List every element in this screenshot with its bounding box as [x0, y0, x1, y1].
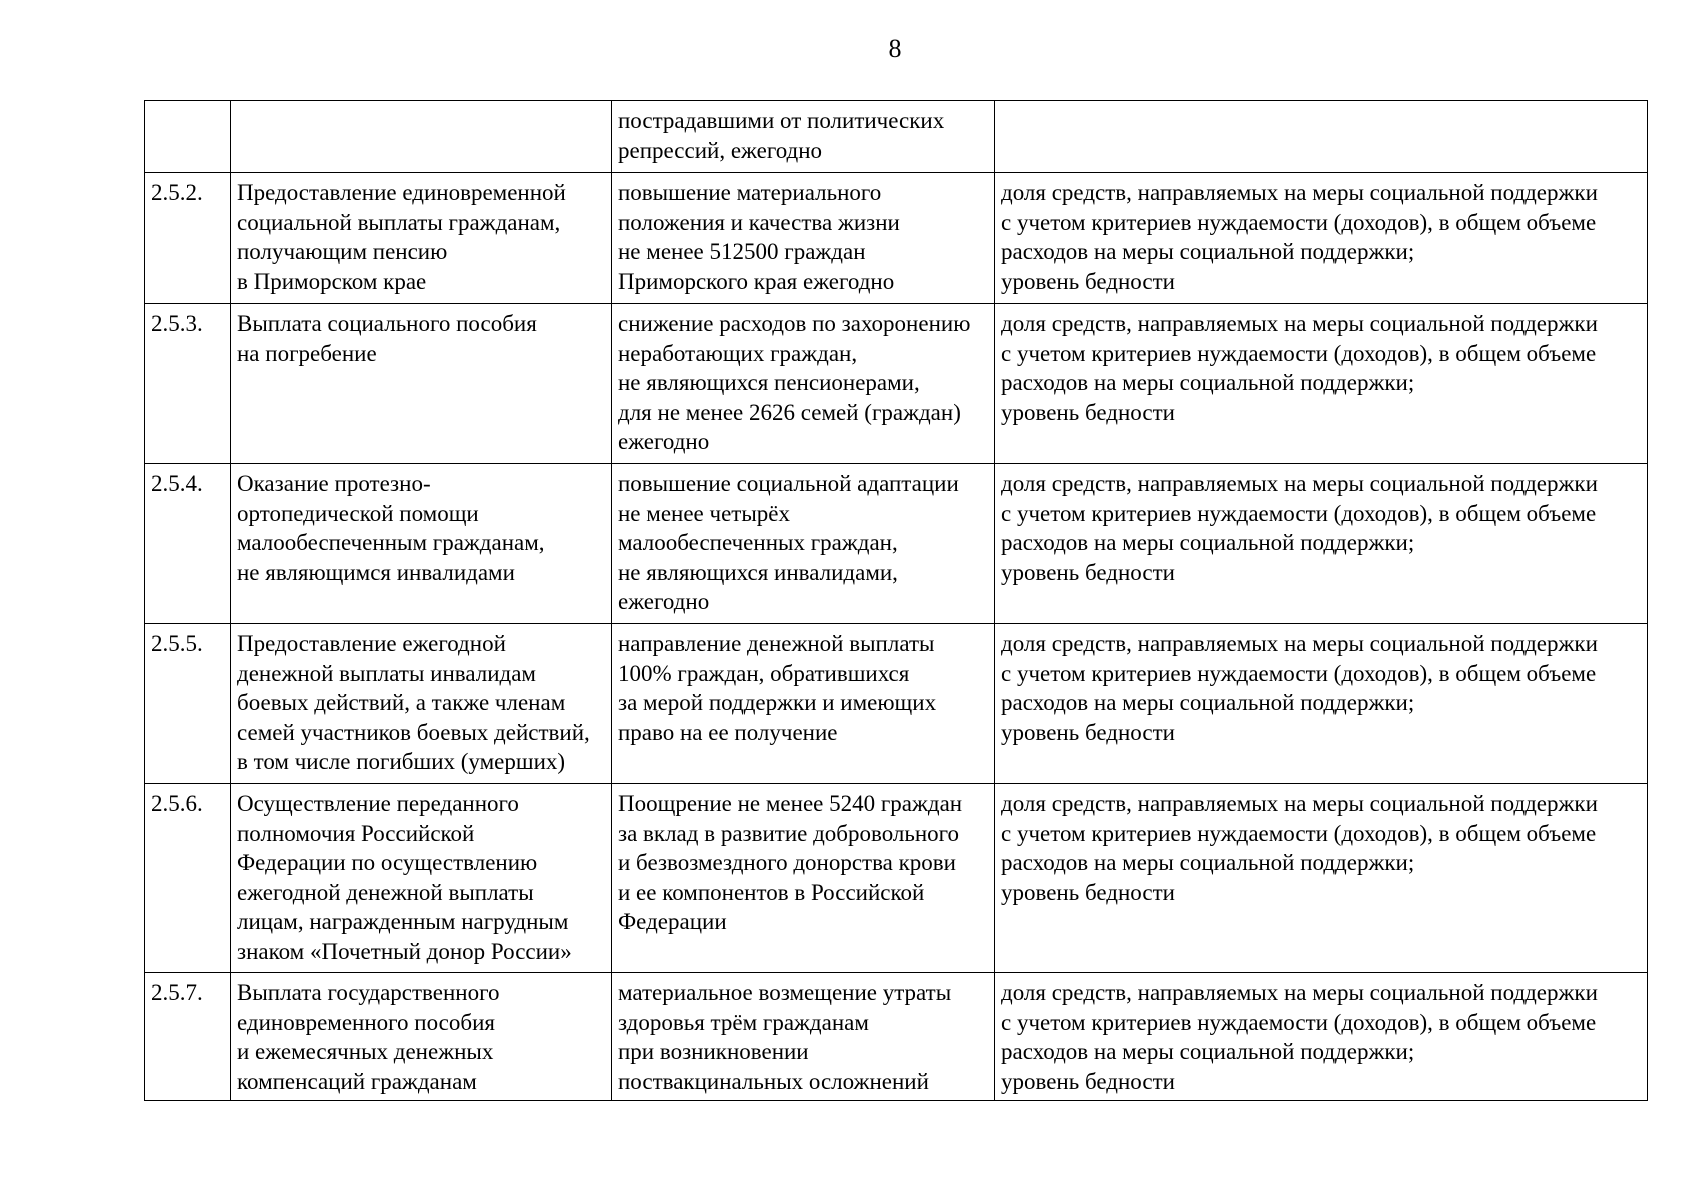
activity-cell	[231, 464, 612, 624]
cell-text-line: ортопедической помощи	[237, 500, 479, 526]
cell-text-line: 2.5.4.	[151, 471, 203, 496]
cell-text-line: направление денежной выплаты	[618, 631, 935, 656]
cell-text-line: доля средств, направляемых на меры социальной поддержки	[1001, 980, 1598, 1005]
activity-cell	[231, 101, 612, 173]
row-number-cell	[145, 624, 231, 784]
cell-text-line: не являющимся инвалидами	[237, 559, 515, 585]
row-number-cell	[145, 101, 231, 173]
cell-text-line: расходов на меры социальной поддержки;	[1001, 530, 1415, 555]
cell-text-line: Оказание протезно-	[237, 471, 431, 496]
cell-text-line: малообеспеченным гражданам,	[237, 530, 545, 555]
cell-text-line: 2.5.2.	[151, 180, 203, 205]
cell-text-line: с учетом критериев нуждаемости (доходов), в общем объеме	[1001, 340, 1597, 366]
cell-text-line: репрессий, ежегодно	[618, 137, 823, 163]
cell-text-line: 2.5.3.	[151, 311, 203, 336]
cell-text-line: не являющихся инвалидами,	[618, 559, 898, 585]
cell-text-line: Приморского края ежегодно	[618, 268, 895, 294]
row-number-cell	[145, 784, 231, 973]
indicator-cell	[995, 464, 1648, 624]
cell-text-line: материальное возмещение утраты	[618, 980, 952, 1005]
cell-text-line: Федерации по осуществлению	[237, 850, 538, 875]
cell-text-line: малообеспеченных граждан,	[618, 530, 898, 555]
cell-text-line: расходов на меры социальной поддержки;	[1001, 1039, 1415, 1064]
cell-text-line: не менее четырёх	[618, 500, 790, 526]
table-row	[145, 784, 1648, 973]
cell-text-line: полномочия Российской	[237, 820, 475, 846]
page-number: 8	[888, 34, 902, 63]
cell-text-line: снижение расходов по захоронению	[618, 311, 971, 336]
cell-text-line: ежегодно	[618, 589, 710, 614]
result-cell	[612, 464, 995, 624]
cell-text-line: повышение социальной адаптации	[618, 471, 959, 496]
cell-text-line: в Приморском крае	[237, 268, 427, 294]
measures-table	[144, 100, 1648, 1101]
table-row	[145, 101, 1648, 173]
cell-text-line: уровень бедности	[1001, 559, 1175, 585]
cell-text-line: не менее 512500 граждан	[618, 239, 866, 264]
cell-text-line: доля средств, направляемых на меры социальной поддержки	[1001, 180, 1598, 205]
table-row	[145, 973, 1648, 1101]
cell-text-line: поствакцинальных осложнений	[618, 1068, 929, 1094]
activity-cell	[231, 973, 612, 1101]
cell-text-line: и ее компонентов в Российской	[618, 879, 925, 905]
cell-text-line: расходов на меры социальной поддержки;	[1001, 370, 1415, 395]
cell-text-line: на погребение	[237, 340, 377, 366]
indicator-cell	[995, 101, 1648, 173]
table-body	[145, 101, 1648, 1101]
cell-text-line: Поощрение не менее 5240 граждан	[618, 791, 963, 816]
cell-text-line: расходов на меры социальной поддержки;	[1001, 850, 1415, 875]
cell-text-line: неработающих граждан,	[618, 340, 858, 366]
cell-text-line: и безвозмездного донорства крови	[618, 850, 956, 875]
cell-text-line: здоровья трём гражданам	[618, 1009, 869, 1035]
cell-text-line: для не менее 2626 семей (граждан)	[618, 399, 961, 425]
cell-text-line: с учетом критериев нуждаемости (доходов), в общем объеме	[1001, 500, 1597, 526]
cell-text-line: знаком «Почетный донор России»	[237, 938, 572, 964]
cell-text-line: пострадавшими от политических	[618, 108, 945, 133]
cell-text-line: не являющихся пенсионерами,	[618, 370, 920, 395]
cell-text-line: право на ее получение	[618, 719, 838, 745]
cell-text-line: за мерой поддержки и имеющих	[618, 690, 937, 715]
cell-text-line: семей участников боевых действий,	[237, 719, 590, 745]
indicator-cell	[995, 973, 1648, 1101]
cell-text-line: уровень бедности	[1001, 268, 1175, 294]
table-row	[145, 624, 1648, 784]
cell-text-line: получающим пенсию	[237, 239, 448, 264]
cell-text-line: 2.5.7.	[151, 980, 203, 1005]
cell-text-line: доля средств, направляемых на меры социальной поддержки	[1001, 311, 1598, 336]
cell-text-line: и ежемесячных денежных	[237, 1039, 494, 1064]
table-row	[145, 173, 1648, 304]
result-cell	[612, 784, 995, 973]
indicator-cell	[995, 304, 1648, 464]
row-number-cell	[145, 173, 231, 304]
cell-text-line: доля средств, направляемых на меры социальной поддержки	[1001, 791, 1598, 816]
row-number-cell	[145, 464, 231, 624]
cell-text-line: денежной выплаты инвалидам	[237, 660, 536, 686]
cell-text-line: боевых действий, а также членам	[237, 690, 566, 715]
cell-text-line: социальной выплаты гражданам,	[237, 209, 561, 235]
cell-text-line: 100% граждан, обратившихся	[618, 660, 910, 686]
cell-text-line: положения и качества жизни	[618, 209, 900, 235]
cell-text-line: с учетом критериев нуждаемости (доходов), в общем объеме	[1001, 1009, 1597, 1035]
result-cell	[612, 101, 995, 173]
activity-cell	[231, 624, 612, 784]
cell-text-line: Выплата социального пособия	[237, 311, 537, 336]
cell-text-line: единовременного пособия	[237, 1009, 495, 1035]
indicator-cell	[995, 173, 1648, 304]
cell-text-line: уровень бедности	[1001, 1068, 1175, 1094]
cell-text-line: расходов на меры социальной поддержки;	[1001, 690, 1415, 715]
cell-text-line: Предоставление единовременной	[237, 180, 566, 205]
cell-text-line: Осуществление переданного	[237, 791, 519, 816]
cell-text-line: Выплата государственного	[237, 980, 500, 1005]
table-row	[145, 304, 1648, 464]
result-cell	[612, 624, 995, 784]
result-cell	[612, 173, 995, 304]
activity-cell	[231, 784, 612, 973]
cell-text-line: 2.5.6.	[151, 791, 203, 816]
result-cell	[612, 304, 995, 464]
cell-text-line: с учетом критериев нуждаемости (доходов), в общем объеме	[1001, 660, 1597, 686]
indicator-cell	[995, 624, 1648, 784]
cell-text-line: повышение материального	[618, 180, 882, 205]
cell-text-line: с учетом критериев нуждаемости (доходов), в общем объеме	[1001, 820, 1597, 846]
cell-text-line: ежегодной денежной выплаты	[237, 879, 534, 905]
cell-text-line: ежегодно	[618, 429, 710, 454]
cell-text-line: расходов на меры социальной поддержки;	[1001, 239, 1415, 264]
cell-text-line: доля средств, направляемых на меры социальной поддержки	[1001, 631, 1598, 656]
cell-text-line: Федерации	[618, 909, 727, 934]
cell-text-line: лицам, награжденным нагрудным	[237, 909, 569, 934]
cell-text-line: с учетом критериев нуждаемости (доходов), в общем объеме	[1001, 209, 1597, 235]
activity-cell	[231, 173, 612, 304]
row-number-cell	[145, 304, 231, 464]
table-row	[145, 464, 1648, 624]
cell-text-line: компенсаций гражданам	[237, 1068, 477, 1094]
cell-text-line: доля средств, направляемых на меры социальной поддержки	[1001, 471, 1598, 496]
cell-text-line: при возникновении	[618, 1039, 809, 1064]
activity-cell	[231, 304, 612, 464]
cell-text-line: Предоставление ежегодной	[237, 631, 506, 656]
cell-text-line: уровень бедности	[1001, 879, 1175, 905]
cell-text-line: уровень бедности	[1001, 719, 1175, 745]
cell-text-line: за вклад в развитие добровольного	[618, 820, 960, 846]
row-number-cell	[145, 973, 231, 1101]
cell-text-line: в том числе погибших (умерших)	[237, 749, 566, 774]
cell-text-line: 2.5.5.	[151, 631, 203, 656]
cell-text-line: уровень бедности	[1001, 399, 1175, 425]
indicator-cell	[995, 784, 1648, 973]
result-cell	[612, 973, 995, 1101]
